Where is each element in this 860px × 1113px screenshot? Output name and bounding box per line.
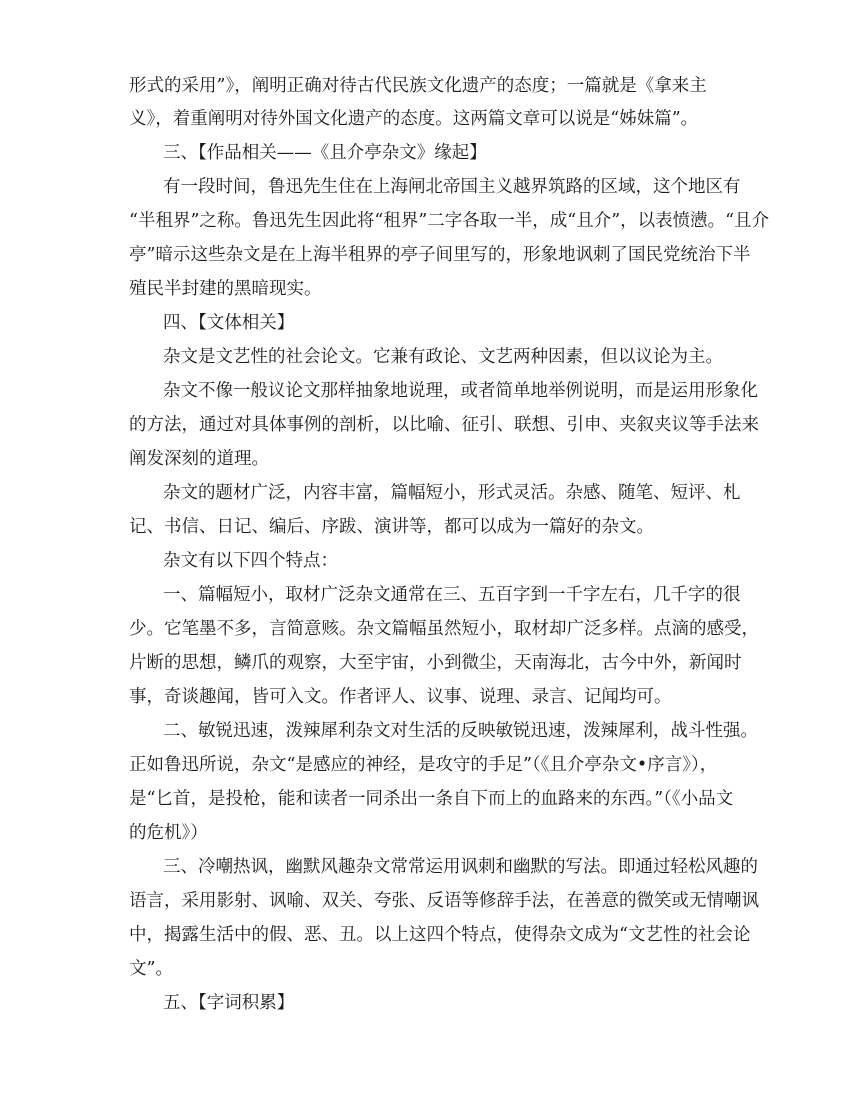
text-line: 是“匕首，是投枪，能和读者一同杀出一条自下而上的血路来的东西。”（《小品文 [129,789,734,809]
text-line: 阐发深刻的道理。 [129,449,269,469]
text-line: 正如鲁迅所说，杂文“是感应的神经，是攻守的手足”（《且介亭杂文•序言》）， [129,755,718,775]
text-line: “半租界”之称。鲁迅先生因此将“租界”二字各取一半，成“且介”，以表愤懑。“且介 [129,211,770,231]
paragraph-line: 杂文不像一般议论文那样抽象地说理，或者简单地举例说明，而是运用形象化 [163,381,758,401]
section-heading: 五、【字词积累】 [163,993,295,1013]
text-line: 语言，采用影射、讽喻、双关、夸张、反语等修辞手法，在善意的微笑或无情嘲讽 [129,891,759,911]
text-line: 片断的思想，鳞爪的观察，大至宇宙，小到微尘，天南海北，古今中外，新闻时 [129,653,742,673]
text-line: 义》，着重阐明对待外国文化遗产的态度。这两篇文章可以说是“姊妹篇”。 [129,109,699,129]
section-heading: 三、【作品相关——《且介亭杂文》缘起】 [163,143,487,163]
text-line: 的方法，通过对具体事例的剖析，以比喻、征引、联想、引申、夹叙夹议等手法来 [129,415,759,435]
text-line: 少。它笔墨不多，言简意赅。杂文篇幅虽然短小，取材却广泛多样。点滴的感受， [129,619,759,639]
section-heading: 四、【文体相关】 [163,313,295,333]
paragraph-line: 杂文有以下四个特点： [163,551,338,571]
text-line: 的危机》） [129,823,208,843]
text-line: 形式的采用”》，阐明正确对待古代民族文化遗产的态度；一篇就是《拿来主 [129,76,707,96]
paragraph-line: 二、敏锐迅速，泼辣犀利杂文对生活的反映敏锐迅速，泼辣犀利，战斗性强。 [163,721,758,741]
paragraph-line: 一、篇幅短小，取材广泛杂文通常在三、五百字到一千字左右，几千字的很 [163,585,741,605]
text-line: 殖民半封建的黑暗现实。 [129,279,322,299]
text-line: 事，奇谈趣闻，皆可入文。作者评人、议事、说理、录言、记闻均可。 [129,687,672,707]
text-line: 中，揭露生活中的假、恶、丑。以上这四个特点，使得杂文成为“文艺性的社会论 [129,925,751,945]
text-line: 亭”暗示这些杂文是在上海半租界的亭子间里写的，形象地讽刺了国民党统治下半 [129,245,751,265]
paragraph-line: 有一段时间，鲁迅先生住在上海闸北帝国主义越界筑路的区域，这个地区有 [163,177,741,197]
paragraph-line: 杂文的题材广泛，内容丰富，篇幅短小，形式灵活。杂感、随笔、短评、札 [163,483,741,503]
text-line: 记、书信、日记、编后、序跋、演讲等，都可以成为一篇好的杂文。 [129,517,654,537]
paragraph-line: 杂文是文艺性的社会论文。它兼有政论、文艺两种因素，但以议论为主。 [163,347,723,367]
paragraph-line: 三、冷嘲热讽，幽默风趣杂文常常运用讽刺和幽默的写法。即通过轻松风趣的 [163,857,758,877]
text-line: 文”。 [129,959,173,979]
